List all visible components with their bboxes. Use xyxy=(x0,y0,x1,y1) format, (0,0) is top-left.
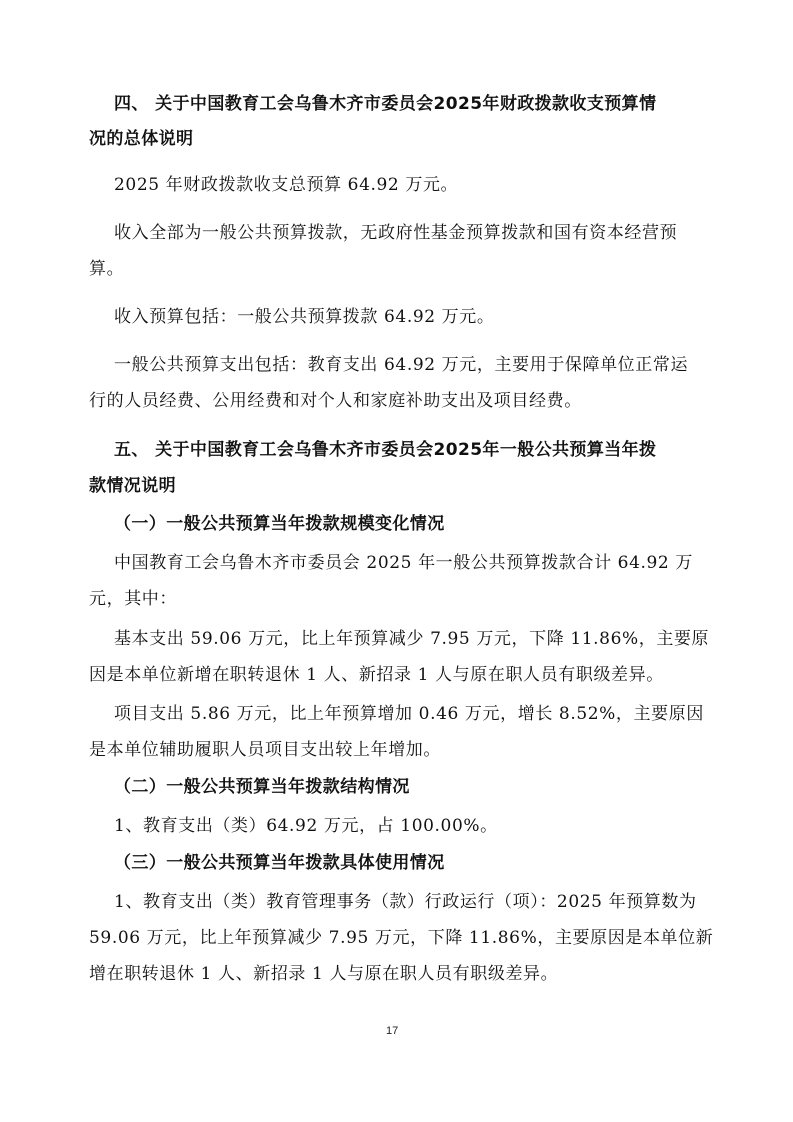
structure-paragraph: 1、教育支出（类）64.92 万元，占 100.00%。 xyxy=(114,816,498,836)
subsection-one-heading: （一）一般公共预算当年拨款规模变化情况 xyxy=(114,514,445,534)
usage-paragraph-line-2: 59.06 万元，比上年预算减少 7.95 万元，下降 11.86%，主要原因是本单位新 xyxy=(89,928,714,948)
basic-expenditure-paragraph-line-1: 基本支出 59.06 万元，比上年预算减少 7.95 万元，下降 11.86%，主要原 xyxy=(114,629,710,649)
usage-paragraph-line-1: 1、教育支出（类）教育管理事务（款）行政运行（项）：2025 年预算数为 xyxy=(114,892,697,912)
expenditure-paragraph-line-2: 行的人员经费、公用经费和对个人和家庭补助支出及项目经费。 xyxy=(89,391,582,411)
project-expenditure-paragraph-line-1: 项目支出 5.86 万元，比上年预算增加 0.46 万元，增长 8.52%，主要原因 xyxy=(114,704,704,724)
income-composition-paragraph-line-1: 收入全部为一般公共预算拨款，无政府性基金预算拨款和国有资本经营预 xyxy=(114,223,678,243)
section-five-heading-line-2: 款情况说明 xyxy=(89,476,176,496)
income-budget-paragraph: 收入预算包括：一般公共预算拨款 64.92 万元。 xyxy=(114,307,495,327)
section-five-heading-line-1: 五、 关于中国教育工会乌鲁木齐市委员会2025年一般公共预算当年拨 xyxy=(114,440,657,460)
subsection-three-heading: （三）一般公共预算当年拨款具体使用情况 xyxy=(114,853,445,873)
section-four-heading-line-2: 况的总体说明 xyxy=(89,129,194,149)
scale-paragraph-line-2: 元，其中： xyxy=(89,589,177,609)
project-expenditure-paragraph-line-2: 是本单位辅助履职人员项目支出较上年增加。 xyxy=(89,740,441,760)
income-composition-paragraph-line-2: 算。 xyxy=(89,259,125,279)
usage-paragraph-line-3: 增在职转退休 1 人、新招录 1 人与原在职人员有职级差异。 xyxy=(89,964,559,984)
subsection-two-heading: （二）一般公共预算当年拨款结构情况 xyxy=(114,777,410,797)
basic-expenditure-paragraph-line-2: 因是本单位新增在职转退休 1 人、新招录 1 人与原在职人员有职级差异。 xyxy=(89,665,664,685)
scale-paragraph-line-1: 中国教育工会乌鲁木齐市委员会 2025 年一般公共预算拨款合计 64.92 万 xyxy=(114,553,693,573)
page-number: 17 xyxy=(386,1025,399,1037)
expenditure-paragraph-line-1: 一般公共预算支出包括：教育支出 64.92 万元，主要用于保障单位正常运 xyxy=(114,355,689,375)
section-four-heading-line-1: 四、 关于中国教育工会乌鲁木齐市委员会2025年财政拨款收支预算情 xyxy=(114,94,657,114)
total-budget-paragraph: 2025 年财政拨款收支总预算 64.92 万元。 xyxy=(114,175,459,195)
